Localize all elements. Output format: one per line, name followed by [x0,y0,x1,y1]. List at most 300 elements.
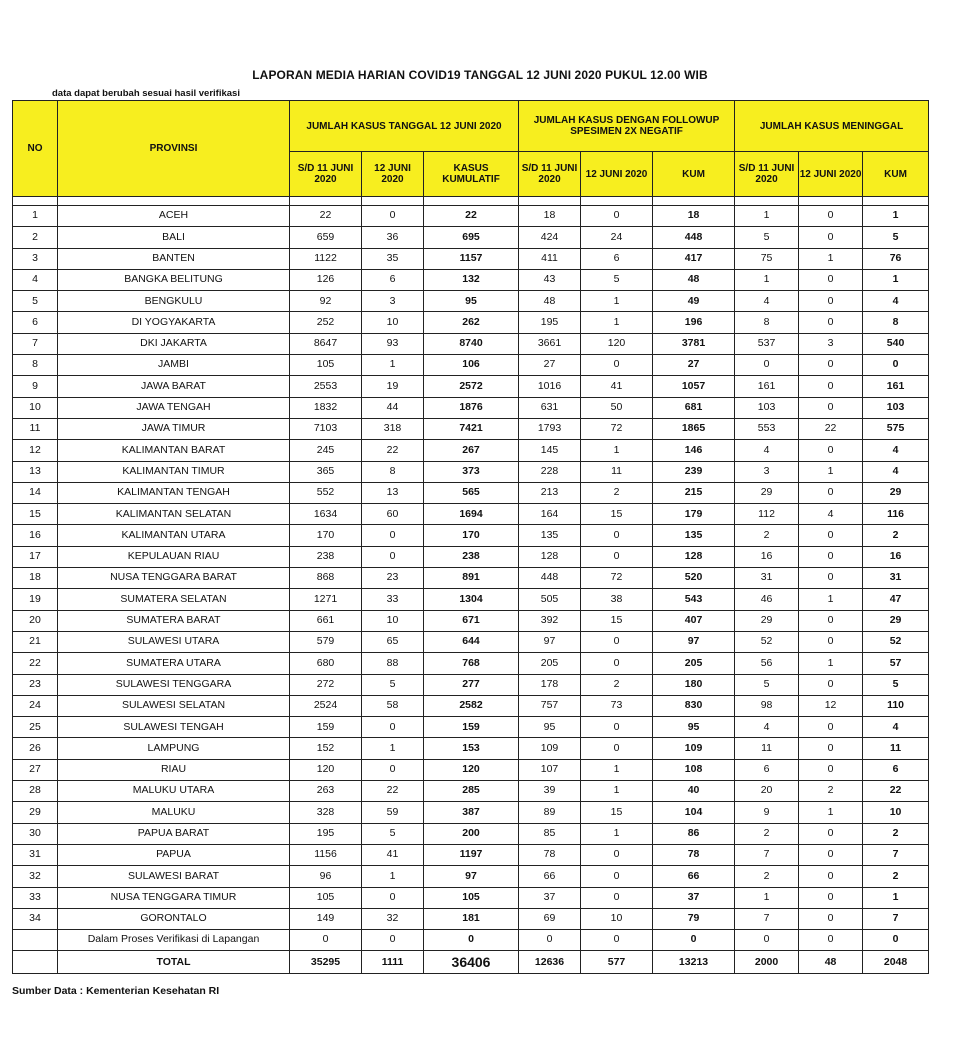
cell-kum-followup: 97 [653,631,735,652]
cell-no: 31 [13,844,58,865]
cell-no: 28 [13,781,58,802]
cell-12juni-meninggal: 0 [799,525,863,546]
cell-sd11-followup: 43 [519,269,581,290]
cell-kumulatif-kasus: 200 [424,823,519,844]
table-row [13,631,929,652]
table-row [13,461,929,482]
cell-12juni-meninggal: 0 [799,291,863,312]
cell-12juni-followup: 0 [581,738,653,759]
cell-no: 1 [13,206,58,227]
cell-sd11-meninggal: 5 [735,674,799,695]
cell-provinsi: DKI JAKARTA [58,333,290,354]
cell-12juni-kasus: 33 [362,589,424,610]
cell-sd11-meninggal: 553 [735,418,799,439]
cell-kum-meninggal: 47 [863,589,929,610]
cell-kumulatif-kasus: 267 [424,440,519,461]
cell-12juni-kasus: 44 [362,397,424,418]
cell-sd11-kasus: 152 [290,738,362,759]
cell-12juni-followup: 72 [581,568,653,589]
cell-12juni-kasus: 0 [362,759,424,780]
cell-kumulatif-kasus: 2572 [424,376,519,397]
cell-provinsi: BANGKA BELITUNG [58,269,290,290]
cell-provinsi: KALIMANTAN TIMUR [58,461,290,482]
cell-provinsi: BANTEN [58,248,290,269]
cell-no: 10 [13,397,58,418]
cell-no: 19 [13,589,58,610]
table-row [13,568,929,589]
cell-sd11-meninggal: 31 [735,568,799,589]
cell-sd11-kasus: 245 [290,440,362,461]
cell-sd11-kasus: 365 [290,461,362,482]
cell-sd11-followup: 213 [519,482,581,503]
cell-kumulatif-kasus: 695 [424,227,519,248]
cell-kumulatif-kasus: 238 [424,546,519,567]
cell-12juni-meninggal: 0 [799,482,863,503]
cell-sd11-kasus: 126 [290,269,362,290]
cell-sd11-kasus: 195 [290,823,362,844]
cell-provinsi: Dalam Proses Verifikasi di Lapangan [58,930,290,951]
cell-12juni-followup: 1 [581,291,653,312]
cell-12juni-meninggal: 0 [799,866,863,887]
cell-12juni-meninggal: 0 [799,717,863,738]
cell-sd11-followup: 195 [519,312,581,333]
cell-no: 12 [13,440,58,461]
cell-sd11-meninggal: 46 [735,589,799,610]
cell-provinsi: PAPUA BARAT [58,823,290,844]
cell-sd11-meninggal: 112 [735,504,799,525]
cell-sd11-meninggal: 2 [735,823,799,844]
cell-12juni-followup: 0 [581,631,653,652]
cell-kum-followup: 108 [653,759,735,780]
cell-kum-meninggal: 16 [863,546,929,567]
cell-kum-meninggal: 8 [863,312,929,333]
table-row [13,717,929,738]
cell-kumulatif-kasus: 277 [424,674,519,695]
cell-kum-followup: 179 [653,504,735,525]
cell-provinsi: JAMBI [58,355,290,376]
cell-kum-meninggal: 76 [863,248,929,269]
cell-sd11-followup: 757 [519,695,581,716]
cell-kum-meninggal: 4 [863,440,929,461]
cell-kum-followup: 417 [653,248,735,269]
cell-no: 14 [13,482,58,503]
cell-12juni-meninggal: 0 [799,674,863,695]
cell-no: 30 [13,823,58,844]
cell-kum-followup: 239 [653,461,735,482]
cell-12juni-followup: 0 [581,206,653,227]
cell-kum-followup: 13213 [653,951,735,974]
cell-kum-followup: 86 [653,823,735,844]
cell-kumulatif-kasus: 97 [424,866,519,887]
table-row [13,674,929,695]
table-row [13,376,929,397]
header-provinsi: PROVINSI [58,101,290,197]
cell-provinsi: JAWA BARAT [58,376,290,397]
cell-provinsi: DI YOGYAKARTA [58,312,290,333]
cell-kum-meninggal: 52 [863,631,929,652]
cell-kumulatif-kasus: 0 [424,930,519,951]
cell-sd11-followup: 145 [519,440,581,461]
cell-provinsi: KALIMANTAN SELATAN [58,504,290,525]
cell-sd11-meninggal: 6 [735,759,799,780]
cell-12juni-kasus: 41 [362,844,424,865]
cell-provinsi: SULAWESI TENGGARA [58,674,290,695]
cell-provinsi: NUSA TENGGARA BARAT [58,568,290,589]
cell-sd11-meninggal: 0 [735,930,799,951]
cell-12juni-followup: 1 [581,823,653,844]
cell-no: 24 [13,695,58,716]
cell-kumulatif-kasus: 262 [424,312,519,333]
cell-sd11-kasus: 1271 [290,589,362,610]
cell-kumulatif-kasus: 1694 [424,504,519,525]
cell-provinsi: BALI [58,227,290,248]
cell-12juni-followup: 5 [581,269,653,290]
cell-kum-followup: 1057 [653,376,735,397]
cell-sd11-followup: 97 [519,631,581,652]
table-row [13,333,929,354]
cell-kum-followup: 109 [653,738,735,759]
cell-12juni-meninggal: 0 [799,823,863,844]
cell-12juni-meninggal: 0 [799,206,863,227]
cell-sd11-meninggal: 4 [735,291,799,312]
cell-12juni-kasus: 318 [362,418,424,439]
table-row [13,610,929,631]
cell-kum-meninggal: 103 [863,397,929,418]
cell-12juni-kasus: 1 [362,355,424,376]
cell-sd11-kasus: 92 [290,291,362,312]
cell-kum-meninggal: 161 [863,376,929,397]
cell-kum-meninggal: 0 [863,355,929,376]
cell-kum-followup: 681 [653,397,735,418]
cell-12juni-kasus: 0 [362,717,424,738]
cell-12juni-followup: 72 [581,418,653,439]
cell-sd11-kasus: 661 [290,610,362,631]
cell-12juni-meninggal: 0 [799,355,863,376]
cell-kumulatif-kasus: 768 [424,653,519,674]
cell-sd11-followup: 135 [519,525,581,546]
cell-sd11-kasus: 8647 [290,333,362,354]
cell-12juni-followup: 38 [581,589,653,610]
table-row [13,397,929,418]
cell-sd11-meninggal: 1 [735,206,799,227]
cell-kum-meninggal: 116 [863,504,929,525]
covid-report-table [12,100,929,974]
cell-sd11-meninggal: 52 [735,631,799,652]
cell-12juni-kasus: 36 [362,227,424,248]
cell-no: 20 [13,610,58,631]
header-12juni-meninggal: 12 JUNI 2020 [799,152,863,197]
cell-no: 34 [13,908,58,929]
cell-provinsi: JAWA TENGAH [58,397,290,418]
cell-provinsi: SUMATERA SELATAN [58,589,290,610]
cell-sd11-followup: 78 [519,844,581,865]
table-row [13,759,929,780]
cell-12juni-meninggal: 0 [799,227,863,248]
cell-no: 22 [13,653,58,674]
table-row [13,227,929,248]
cell-sd11-meninggal: 5 [735,227,799,248]
cell-kumulatif-kasus: 8740 [424,333,519,354]
cell-sd11-meninggal: 2 [735,525,799,546]
cell-12juni-followup: 15 [581,610,653,631]
cell-kumulatif-kasus: 387 [424,802,519,823]
cell-sd11-followup: 18 [519,206,581,227]
cell-no: 21 [13,631,58,652]
cell-provinsi: KALIMANTAN TENGAH [58,482,290,503]
cell-provinsi: SULAWESI SELATAN [58,695,290,716]
cell-sd11-meninggal: 103 [735,397,799,418]
table-row [13,355,929,376]
cell-kum-meninggal: 29 [863,610,929,631]
cell-12juni-kasus: 0 [362,525,424,546]
cell-12juni-kasus: 0 [362,206,424,227]
cell-12juni-kasus: 6 [362,269,424,290]
cell-12juni-followup: 2 [581,482,653,503]
cell-12juni-kasus: 3 [362,291,424,312]
cell-sd11-meninggal: 29 [735,482,799,503]
cell-12juni-meninggal: 22 [799,418,863,439]
cell-12juni-kasus: 10 [362,610,424,631]
cell-kum-meninggal: 7 [863,908,929,929]
cell-kumulatif-kasus: 36406 [424,951,519,974]
cell-12juni-meninggal: 4 [799,504,863,525]
table-row [13,653,929,674]
cell-sd11-followup: 392 [519,610,581,631]
cell-provinsi: PAPUA [58,844,290,865]
cell-no: 17 [13,546,58,567]
cell-sd11-meninggal: 56 [735,653,799,674]
header-kum-followup: KUM [653,152,735,197]
cell-sd11-followup: 37 [519,887,581,908]
cell-sd11-kasus: 96 [290,866,362,887]
cell-sd11-meninggal: 2 [735,866,799,887]
cell-sd11-kasus: 2553 [290,376,362,397]
cell-sd11-meninggal: 29 [735,610,799,631]
cell-sd11-kasus: 0 [290,930,362,951]
table-row [13,823,929,844]
cell-12juni-kasus: 13 [362,482,424,503]
cell-kum-followup: 79 [653,908,735,929]
verification-note: data dapat berubah sesuai hasil verifikasi [52,88,240,99]
cell-12juni-meninggal: 2 [799,781,863,802]
cell-kum-followup: 205 [653,653,735,674]
header-sd11-followup: S/D 11 JUNI 2020 [519,152,581,197]
cell-kum-meninggal: 2 [863,525,929,546]
cell-sd11-meninggal: 75 [735,248,799,269]
cell-12juni-meninggal: 0 [799,738,863,759]
header-kumulatif-kasus: KASUS KUMULATIF [424,152,519,197]
cell-no: 8 [13,355,58,376]
cell-12juni-kasus: 23 [362,568,424,589]
cell-kum-meninggal: 4 [863,461,929,482]
cell-no: 7 [13,333,58,354]
cell-12juni-followup: 1 [581,312,653,333]
cell-sd11-kasus: 170 [290,525,362,546]
cell-provinsi: SULAWESI BARAT [58,866,290,887]
cell-no [13,930,58,951]
cell-sd11-kasus: 552 [290,482,362,503]
cell-sd11-meninggal: 16 [735,546,799,567]
cell-sd11-meninggal: 2000 [735,951,799,974]
cell-no: 25 [13,717,58,738]
cell-kum-meninggal: 4 [863,291,929,312]
cell-12juni-followup: 0 [581,525,653,546]
table-row [13,291,929,312]
cell-sd11-meninggal: 161 [735,376,799,397]
table-row [13,546,929,567]
cell-no: 32 [13,866,58,887]
cell-no: 3 [13,248,58,269]
cell-kumulatif-kasus: 644 [424,631,519,652]
cell-kum-followup: 1865 [653,418,735,439]
cell-sd11-kasus: 579 [290,631,362,652]
cell-sd11-kasus: 1634 [290,504,362,525]
cell-kumulatif-kasus: 565 [424,482,519,503]
cell-12juni-followup: 15 [581,802,653,823]
cell-sd11-kasus: 252 [290,312,362,333]
cell-12juni-followup: 0 [581,355,653,376]
cell-provinsi: RIAU [58,759,290,780]
cell-sd11-kasus: 2524 [290,695,362,716]
cell-provinsi: SULAWESI TENGAH [58,717,290,738]
cell-12juni-meninggal: 1 [799,589,863,610]
cell-kum-followup: 135 [653,525,735,546]
cell-sd11-followup: 178 [519,674,581,695]
cell-provinsi: GORONTALO [58,908,290,929]
cell-no: 18 [13,568,58,589]
cell-12juni-followup: 1 [581,759,653,780]
cell-sd11-followup: 205 [519,653,581,674]
cell-sd11-followup: 85 [519,823,581,844]
cell-12juni-followup: 1 [581,440,653,461]
cell-kum-meninggal: 1 [863,269,929,290]
cell-kum-meninggal: 31 [863,568,929,589]
cell-12juni-kasus: 5 [362,823,424,844]
cell-sd11-meninggal: 4 [735,717,799,738]
cell-12juni-meninggal: 0 [799,568,863,589]
cell-kum-meninggal: 1 [863,206,929,227]
cell-12juni-followup: 0 [581,717,653,738]
table-row [13,866,929,887]
cell-no: 6 [13,312,58,333]
cell-provinsi: BENGKULU [58,291,290,312]
cell-sd11-followup: 424 [519,227,581,248]
cell-sd11-followup: 1793 [519,418,581,439]
cell-sd11-kasus: 120 [290,759,362,780]
cell-12juni-meninggal: 0 [799,844,863,865]
report-title: LAPORAN MEDIA HARIAN COVID19 TANGGAL 12 JUNI 2020 PUKUL 12.00 WIB [252,68,708,82]
cell-12juni-meninggal: 12 [799,695,863,716]
cell-sd11-kasus: 159 [290,717,362,738]
cell-12juni-meninggal: 0 [799,397,863,418]
cell-kum-meninggal: 29 [863,482,929,503]
header-12juni-kasus: 12 JUNI 2020 [362,152,424,197]
cell-sd11-kasus: 272 [290,674,362,695]
header-sd11-meninggal: S/D 11 JUNI 2020 [735,152,799,197]
cell-sd11-followup: 411 [519,248,581,269]
cell-12juni-followup: 0 [581,653,653,674]
table-row [13,312,929,333]
cell-sd11-meninggal: 0 [735,355,799,376]
cell-sd11-meninggal: 4 [735,440,799,461]
cell-sd11-followup: 107 [519,759,581,780]
header-no: NO [13,101,58,197]
cell-sd11-followup: 1016 [519,376,581,397]
cell-sd11-followup: 39 [519,781,581,802]
cell-12juni-kasus: 8 [362,461,424,482]
cell-12juni-kasus: 10 [362,312,424,333]
header-followup-negatif: JUMLAH KASUS DENGAN FOLLOWUP SPESIMEN 2X NEGATIF [519,101,735,152]
cell-provinsi: JAWA TIMUR [58,418,290,439]
cell-12juni-meninggal: 1 [799,653,863,674]
cell-sd11-kasus: 328 [290,802,362,823]
cell-12juni-followup: 10 [581,908,653,929]
cell-12juni-meninggal: 48 [799,951,863,974]
cell-kum-meninggal: 11 [863,738,929,759]
cell-no: 5 [13,291,58,312]
cell-12juni-kasus: 93 [362,333,424,354]
cell-kumulatif-kasus: 1304 [424,589,519,610]
table-row [13,525,929,546]
cell-12juni-followup: 0 [581,887,653,908]
table-row [13,589,929,610]
cell-sd11-meninggal: 8 [735,312,799,333]
cell-sd11-kasus: 1122 [290,248,362,269]
cell-sd11-kasus: 105 [290,887,362,908]
cell-12juni-followup: 6 [581,248,653,269]
table-row [13,248,929,269]
cell-sd11-kasus: 7103 [290,418,362,439]
cell-12juni-meninggal: 0 [799,930,863,951]
cell-12juni-kasus: 0 [362,887,424,908]
table-row [13,887,929,908]
cell-12juni-kasus: 58 [362,695,424,716]
cell-kumulatif-kasus: 22 [424,206,519,227]
cell-12juni-meninggal: 1 [799,802,863,823]
cell-kum-followup: 196 [653,312,735,333]
cell-sd11-kasus: 105 [290,355,362,376]
cell-provinsi: SULAWESI UTARA [58,631,290,652]
cell-sd11-followup: 48 [519,291,581,312]
cell-provinsi: SUMATERA UTARA [58,653,290,674]
cell-sd11-meninggal: 98 [735,695,799,716]
cell-kum-followup: 49 [653,291,735,312]
cell-provinsi: KALIMANTAN BARAT [58,440,290,461]
cell-sd11-followup: 89 [519,802,581,823]
cell-sd11-kasus: 680 [290,653,362,674]
cell-sd11-followup: 505 [519,589,581,610]
cell-sd11-kasus: 1156 [290,844,362,865]
cell-sd11-meninggal: 3 [735,461,799,482]
cell-kumulatif-kasus: 671 [424,610,519,631]
header-kum-meninggal: KUM [863,152,929,197]
cell-kum-followup: 3781 [653,333,735,354]
cell-kum-followup: 78 [653,844,735,865]
cell-12juni-kasus: 22 [362,440,424,461]
cell-12juni-followup: 0 [581,546,653,567]
cell-provinsi: NUSA TENGGARA TIMUR [58,887,290,908]
cell-kum-meninggal: 22 [863,781,929,802]
header-jumlah-kasus: JUMLAH KASUS TANGGAL 12 JUNI 2020 [290,101,519,152]
cell-no: 4 [13,269,58,290]
cell-sd11-kasus: 238 [290,546,362,567]
cell-kumulatif-kasus: 1157 [424,248,519,269]
cell-12juni-followup: 0 [581,844,653,865]
total-row [13,951,929,974]
cell-sd11-followup: 109 [519,738,581,759]
cell-kum-meninggal: 0 [863,930,929,951]
cell-12juni-followup: 41 [581,376,653,397]
